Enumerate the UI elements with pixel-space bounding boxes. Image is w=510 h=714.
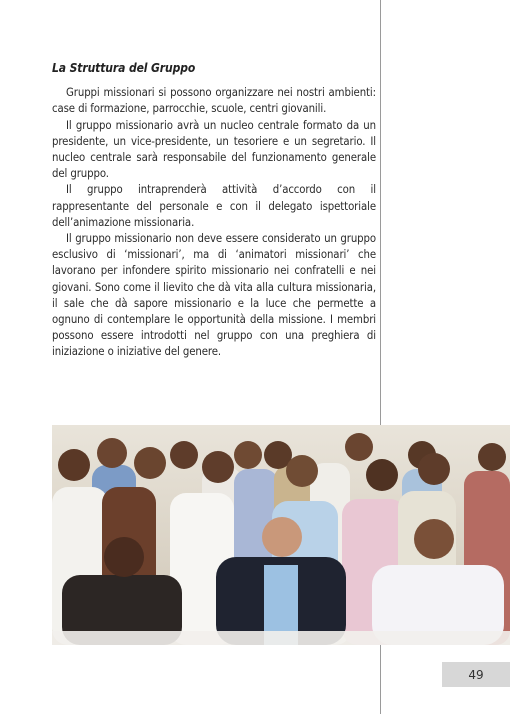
group-photo	[52, 425, 510, 645]
page-number: 49	[468, 667, 484, 682]
section-heading: La Struttura del Gruppo	[52, 61, 196, 75]
group-photo-illustration	[52, 425, 510, 645]
page-number-box	[442, 662, 510, 687]
paragraph-1: Gruppi missionari si possono organizzare nei nostri ambienti: case di formazione, parrocchie, scuole, centri giovanili.	[52, 86, 376, 116]
paragraph-4: Il gruppo missionario non deve essere considerato un gruppo esclusivo di ‘missionari’, ma di ‘animatori missionari’ che lavorano per infondere spirito missionario nei confratelli e nei giovani. Sono come il lievito che dà vita alla cultura missionaria, il sale che dà sapore missionario e la luce che permette a ognuno di contemplare le opportunità della missione. I membri possono essere introdotti nel gruppo con una preghiera di iniziazione o iniziative del genere.	[52, 232, 376, 359]
paragraph-3: Il gruppo intraprenderà attività d’accordo con il rappresentante del personale e con il delegato ispettoriale dell’animazione missionaria.	[52, 183, 376, 229]
text-column	[52, 60, 376, 361]
paragraph-2: Il gruppo missionario avrà un nucleo centrale formato da un presidente, un vice-presidente, un tesoriere e un segretario. Il nucleo centrale sarà responsabile del funzionamento generale del gruppo.	[52, 118, 376, 181]
